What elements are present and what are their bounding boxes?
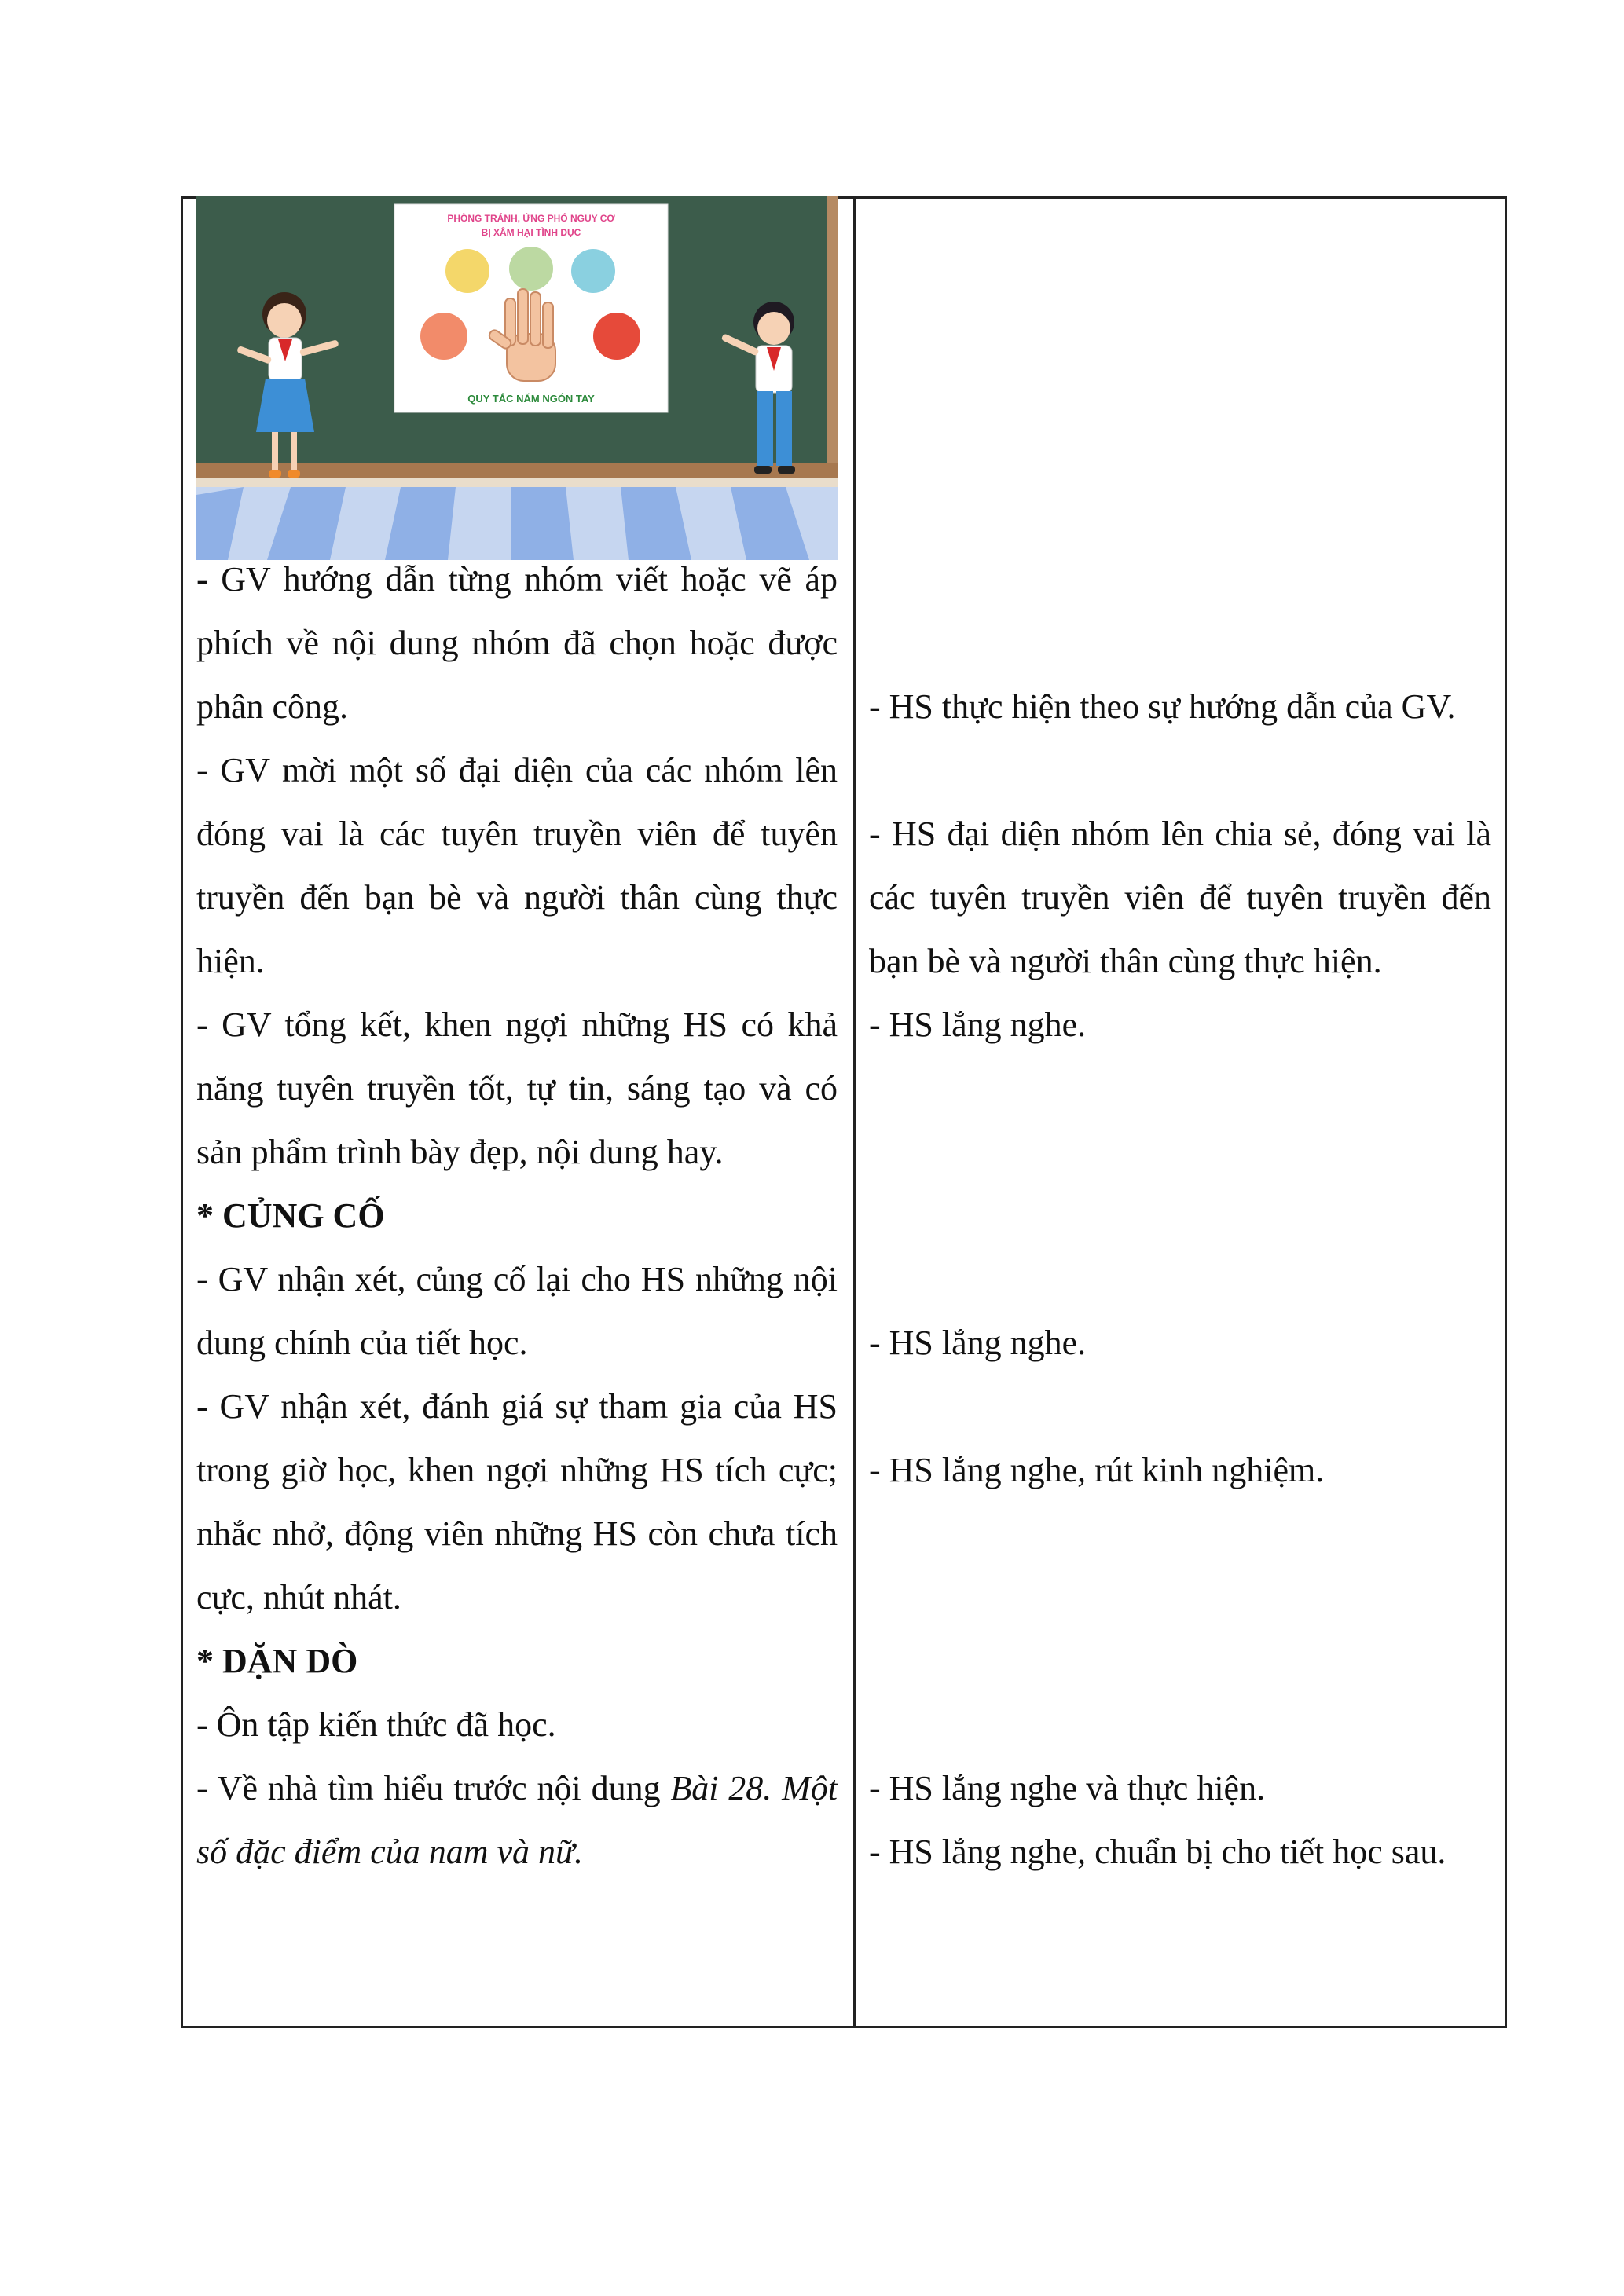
poster-caption: QUY TẮC NĂM NGÓN TAY xyxy=(467,393,595,405)
left-item-3: - GV tổng kết, khen ngợi những HS có khả năng tuyên truyền tốt, tự tin, sáng tạo và có sản phẩm trình bày đẹp, nội dung hay. xyxy=(196,1005,838,1171)
heading-cung-co: * CỦNG CỐ xyxy=(196,1196,385,1235)
heading-dan-do: * DẶN DÒ xyxy=(196,1642,358,1680)
classroom-illustration xyxy=(196,196,838,560)
right-item-4: - HS lắng nghe. xyxy=(869,1324,1087,1362)
right-item-7: - HS lắng nghe, chuẩn bị cho tiết học sau. xyxy=(869,1833,1446,1871)
poster-circle-3 xyxy=(571,249,615,293)
column-divider xyxy=(853,196,856,2028)
right-column xyxy=(869,547,1491,1884)
left-item-6: - Ôn tập kiến thức đã học. xyxy=(196,1705,556,1744)
poster-circle-2 xyxy=(509,247,553,291)
right-item-3: - HS lắng nghe. xyxy=(869,1005,1087,1044)
left-item-7 xyxy=(196,1756,838,1884)
left-column xyxy=(196,547,838,1884)
right-item-6: - HS lắng nghe và thực hiện. xyxy=(869,1769,1266,1807)
poster-title-1: PHÒNG TRÁNH, ỨNG PHÓ NGUY CƠ xyxy=(447,213,615,224)
left-item-1: - GV hướng dẫn từng nhóm viết hoặc vẽ áp phích về nội dung nhóm đã chọn hoặc được phân công. xyxy=(196,560,838,726)
right-item-2: - HS đại diện nhóm lên chia sẻ, đóng vai là các tuyên truyền viên để tuyên truyền đến bạn bè và người thân cùng thực hiện. xyxy=(869,815,1491,980)
left-item-7-text: - Về nhà tìm hiểu trước nội dung xyxy=(196,1769,671,1807)
left-item-5: - GV nhận xét, đánh giá sự tham gia của HS trong giờ học, khen ngợi những HS tích cực; nhắc nhở, động viên những HS còn chưa tích cực, nhút nhát. xyxy=(196,1387,838,1617)
poster-circle-4 xyxy=(420,313,467,360)
left-item-4: - GV nhận xét, củng cố lại cho HS những nội dung chính của tiết học. xyxy=(196,1260,838,1362)
poster-circle-1 xyxy=(445,249,489,293)
lesson-title: Bài 28. Một số đặc điểm của nam và nữ. xyxy=(196,1769,838,1871)
right-item-1: - HS thực hiện theo sự hướng dẫn của GV. xyxy=(869,687,1456,726)
right-item-5: - HS lắng nghe, rút kinh nghiệm. xyxy=(869,1451,1325,1489)
poster-circle-5 xyxy=(593,313,640,360)
poster-title-2: BỊ XÂM HẠI TÌNH DỤC xyxy=(481,227,581,238)
left-item-2: - GV mời một số đại diện của các nhóm lên đóng vai là các tuyên truyền viên để tuyên truyền đến bạn bè và người thân cùng thực hiện. xyxy=(196,751,838,980)
